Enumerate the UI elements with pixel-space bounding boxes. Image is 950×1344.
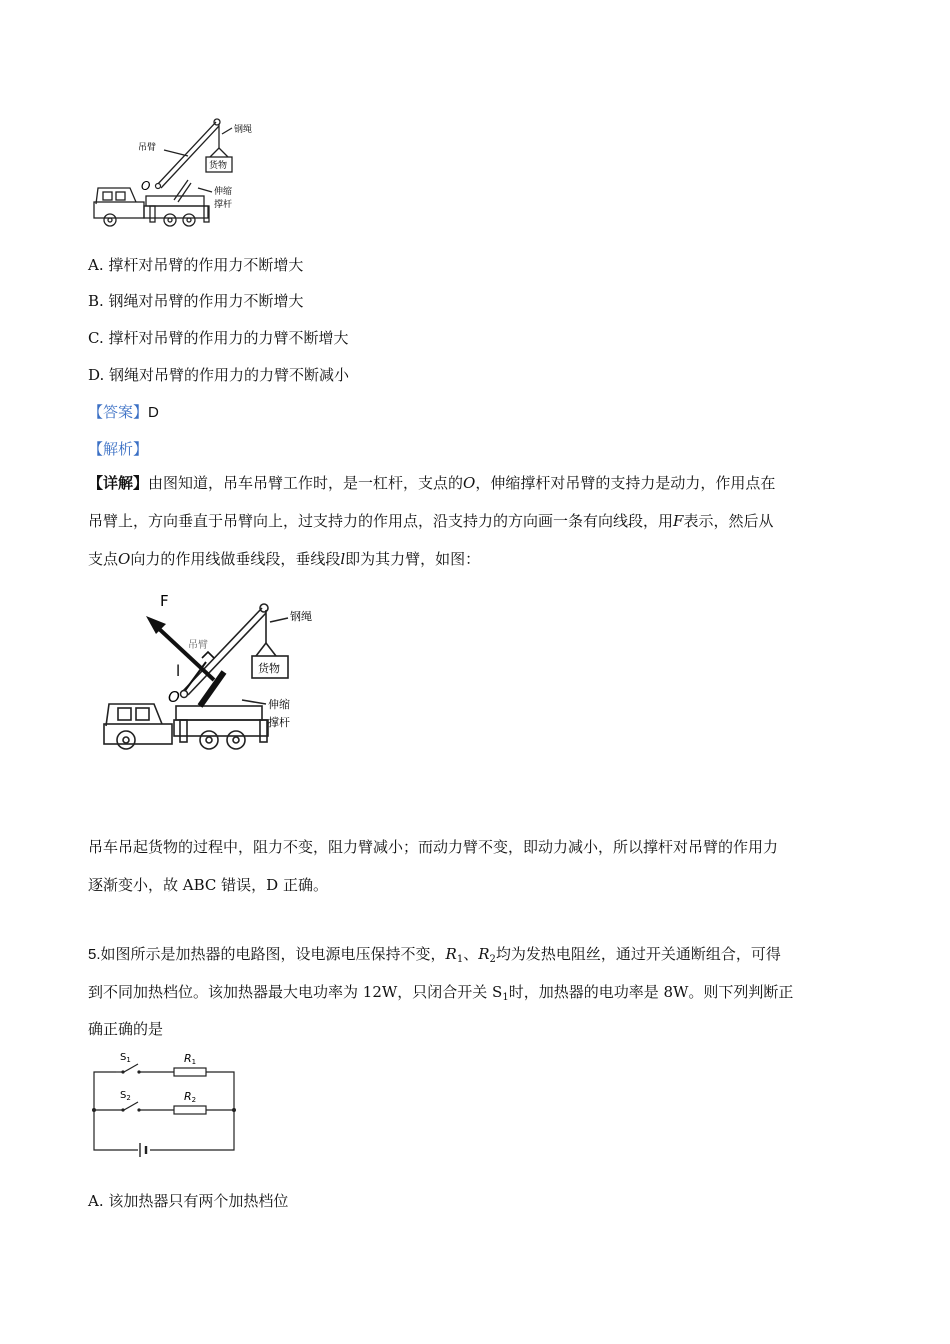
circuit-s1-label: $S_1$ <box>120 1052 131 1064</box>
conclusion-line-2: 逐渐变小，故 ABC 错误，D 正确。 <box>88 876 328 894</box>
figure2-rod-label-2: 撑杆 <box>268 716 290 729</box>
figure2-rod-label-1: 伸缩 <box>268 698 290 711</box>
circuit-s2-label: $S_2$ <box>120 1090 131 1102</box>
answer-value: D <box>148 404 159 421</box>
answer-line <box>88 402 159 423</box>
figure2-force-label: F <box>160 592 169 610</box>
figure1-rope-label: 钢绳 <box>234 125 253 135</box>
figure1-rod-label-2: 撑杆 <box>214 200 233 210</box>
figure1-rod-label-1: 伸缩 <box>214 187 233 197</box>
option-c: C. 撑杆对吊臂的作用力的力臂不断增大 <box>88 329 349 347</box>
circuit-r2-label: R2 <box>184 1090 197 1104</box>
detail-label: 【详解】 <box>88 474 149 492</box>
q5-line-1: 5.如图所示是加热器的电路图，设电源电压保持不变，$R_1$、$R_2$均为发热电阻丝，通过开关通断组合，可得 <box>88 945 781 965</box>
q5-number: 5. <box>88 946 101 963</box>
crane-figure <box>88 112 263 230</box>
answer-label: 【答案】 <box>88 403 149 421</box>
analysis-label: 【解析】 <box>88 440 149 458</box>
circuit-r1-label: R1 <box>184 1052 197 1066</box>
circuit-diagram <box>88 1050 238 1160</box>
option-a: A. 撑杆对吊臂的作用力不断增大 <box>88 256 304 274</box>
option-d: D. 钢绳对吊臂的作用力的力臂不断减小 <box>88 366 350 384</box>
option-b: B. 钢绳对吊臂的作用力不断增大 <box>88 292 304 310</box>
q5-line-3: 确正确的是 <box>88 1020 164 1038</box>
figure1-arm-label: 吊臂 <box>138 143 157 153</box>
q5-option-a: A. 该加热器只有两个加热档位 <box>88 1192 289 1210</box>
conclusion-line-1: 吊车吊起货物的过程中，阻力不变，阻力臂减小；而动力臂不变，即动力减小，所以撑杆对吊臂的作用力 <box>88 838 779 856</box>
figure2-goods-label: 货物 <box>258 662 280 675</box>
q5-line-2: 到不同加热档位。该加热器最大电功率为 12W，只闭合开关 $S_1$时，加热器的电功率是 8W。则下列判断正 <box>88 983 794 1003</box>
figure2-arm-label: 吊臂 <box>188 640 208 651</box>
crane-force-figure <box>96 588 356 754</box>
detail-line-2: 吊臂上，方向垂直于吊臂向上，过支持力的作用点，沿支持力的方向画一条有向线段，用F表示，然后从 <box>88 512 774 530</box>
figure1-goods-label: 货物 <box>209 161 228 171</box>
analysis-line <box>88 439 148 459</box>
figure1-pivot-label: O <box>141 179 151 193</box>
figure2-rope-label: 钢绳 <box>290 610 312 623</box>
figure2-pivot-label: O <box>168 688 180 706</box>
detail-line-3: 支点O向力的作用线做垂线段，垂线段l即为其力臂，如图： <box>88 550 481 568</box>
figure2-lever-label: l <box>176 662 181 680</box>
detail-line-1: 【详解】由图知道，吊车吊臂工作时，是一杠杆，支点的O，伸缩撑杆对吊臂的支持力是动力，作用点在 <box>88 474 776 492</box>
